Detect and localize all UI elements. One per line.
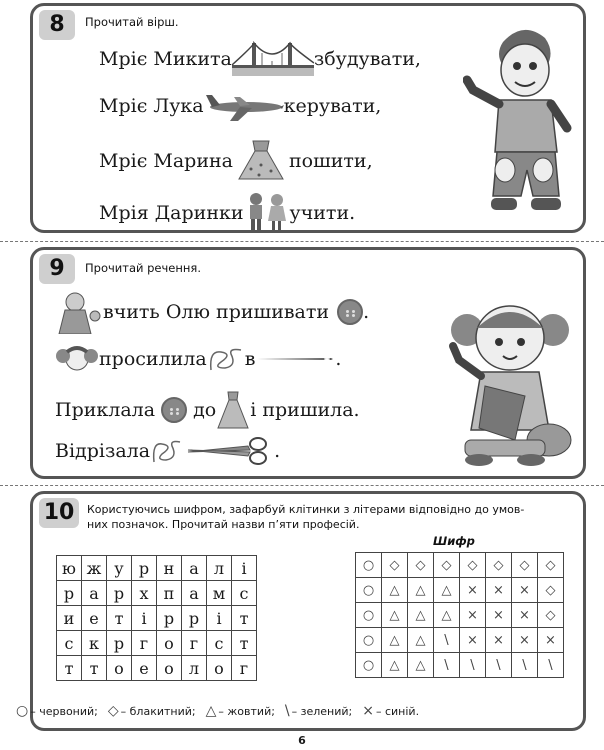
letter-cell[interactable]: с <box>207 631 232 656</box>
cipher-cell: ◇ <box>382 553 408 578</box>
cipher-row <box>356 578 564 603</box>
task-number: 8 <box>39 10 75 40</box>
letter-cell[interactable]: г <box>232 656 257 681</box>
letter-cell[interactable]: р <box>182 606 207 631</box>
letter-cell[interactable]: о <box>207 656 232 681</box>
cipher-cell: ○ <box>356 553 382 578</box>
letter-cell[interactable]: ж <box>82 556 107 581</box>
thread-icon <box>150 436 184 466</box>
task-instruction: Прочитай вірш. <box>85 15 179 29</box>
page-number: 6 <box>298 734 306 747</box>
cipher-cell: ◇ <box>408 553 434 578</box>
cipher-cell: ◇ <box>434 553 460 578</box>
poem-text: Мріє Микита <box>99 48 232 70</box>
letter-cell[interactable]: о <box>107 656 132 681</box>
letter-cell[interactable]: р <box>132 556 157 581</box>
girl-sewing-illustration <box>445 290 575 470</box>
task-number: 9 <box>39 254 75 284</box>
poem-text: збудувати, <box>313 48 421 70</box>
button-icon <box>337 299 363 325</box>
letter-cell[interactable]: і <box>232 556 257 581</box>
poem-text: учити. <box>289 202 356 224</box>
letter-cell[interactable]: т <box>232 631 257 656</box>
cipher-cell: \ <box>434 653 460 678</box>
letter-grid <box>56 555 257 681</box>
letter-cell[interactable]: р <box>107 581 132 606</box>
grid-row <box>57 606 257 631</box>
legend-item <box>285 705 352 718</box>
letter-cell[interactable]: а <box>182 556 207 581</box>
sentence-2 <box>55 342 341 376</box>
needle-icon <box>255 353 335 365</box>
letter-cell[interactable]: е <box>82 606 107 631</box>
cipher-cell: ◇ <box>538 603 564 628</box>
cipher-cell: △ <box>434 603 460 628</box>
task-instruction <box>87 502 524 532</box>
cipher-row <box>356 603 564 628</box>
cipher-cell: ○ <box>356 653 382 678</box>
legend-label: – синій. <box>375 705 420 718</box>
cipher-cell: △ <box>408 578 434 603</box>
sentence-text: . <box>363 301 370 323</box>
sentence-text: Відрізала <box>55 440 151 462</box>
letter-cell[interactable]: і <box>132 606 157 631</box>
cipher-cell: △ <box>382 603 408 628</box>
task-8-panel <box>30 3 586 233</box>
cipher-cell: △ <box>408 628 434 653</box>
letter-cell[interactable]: и <box>57 606 82 631</box>
cipher-cell: \ <box>512 653 538 678</box>
cipher-cell: △ <box>382 653 408 678</box>
legend-label: – жовтий; <box>218 705 275 718</box>
letter-cell[interactable]: г <box>132 631 157 656</box>
grid-row <box>57 631 257 656</box>
dashed-separator <box>0 241 604 242</box>
legend-symbol-icon: ○ <box>16 703 29 719</box>
grandma-icon <box>55 290 103 334</box>
children-icon <box>244 191 290 235</box>
cipher-cell: ◇ <box>460 553 486 578</box>
cipher-cell: × <box>486 628 512 653</box>
legend-symbol-icon: △ <box>205 703 217 719</box>
grid-row <box>57 556 257 581</box>
letter-cell[interactable]: т <box>107 606 132 631</box>
letter-cell[interactable]: р <box>107 631 132 656</box>
cipher-cell: △ <box>408 603 434 628</box>
letter-cell[interactable]: л <box>207 556 232 581</box>
girl-head-icon <box>55 342 99 376</box>
cipher-cell: ◇ <box>538 553 564 578</box>
cipher-grid <box>355 552 564 678</box>
cipher-cell: × <box>460 578 486 603</box>
instruction-line: Користуючись шифром, зафарбуй клітинки з літерами відповідно до умов- <box>87 503 525 516</box>
instruction-line: них позначок. Прочитай назви п’яти професій. <box>87 518 360 531</box>
sentence-4 <box>55 436 280 466</box>
sentence-text: просилила <box>99 348 207 370</box>
letter-cell[interactable]: к <box>82 631 107 656</box>
cipher-cell: × <box>460 603 486 628</box>
letter-cell[interactable]: ю <box>57 556 82 581</box>
letter-cell[interactable]: р <box>57 581 82 606</box>
poem-line-3 <box>99 139 373 183</box>
cipher-cell: × <box>486 578 512 603</box>
cipher-cell: ◇ <box>512 553 538 578</box>
letter-cell[interactable]: о <box>157 656 182 681</box>
dress-icon <box>216 390 250 430</box>
scissors-icon <box>184 436 274 466</box>
legend-item <box>206 705 275 718</box>
button-icon <box>161 397 187 423</box>
letter-cell[interactable]: н <box>157 556 182 581</box>
cipher-title: Шифр <box>433 534 475 548</box>
legend-label: – червоний; <box>30 705 98 718</box>
letter-cell[interactable]: г <box>182 631 207 656</box>
task-9-panel <box>30 247 586 479</box>
grid-row <box>57 581 257 606</box>
letter-cell[interactable]: і <box>207 606 232 631</box>
letter-cell[interactable]: т <box>82 656 107 681</box>
dress-icon <box>233 139 289 183</box>
cipher-cell: × <box>538 628 564 653</box>
letter-cell[interactable]: с <box>232 581 257 606</box>
cipher-cell: × <box>512 603 538 628</box>
cipher-row <box>356 553 564 578</box>
legend-symbol-icon: ◇ <box>107 703 119 719</box>
cipher-cell: × <box>486 603 512 628</box>
cipher-cell: \ <box>538 653 564 678</box>
letter-cell[interactable]: а <box>182 581 207 606</box>
thread-icon <box>207 344 245 374</box>
letter-cell[interactable]: а <box>82 581 107 606</box>
poem-text: керувати, <box>283 95 382 117</box>
letter-cell[interactable]: т <box>57 656 82 681</box>
cipher-cell: ○ <box>356 603 382 628</box>
letter-cell[interactable]: о <box>157 631 182 656</box>
sentence-text: вчить Олю пришивати <box>103 301 330 323</box>
sentence-text: . <box>274 440 281 462</box>
task-instruction: Прочитай речення. <box>85 261 201 275</box>
sentence-text: . <box>335 348 342 370</box>
cipher-cell: △ <box>408 653 434 678</box>
cipher-cell: ○ <box>356 628 382 653</box>
letter-cell[interactable]: м <box>207 581 232 606</box>
legend-item <box>362 705 419 718</box>
poem-text: пошити, <box>288 150 373 172</box>
sentence-text: до <box>193 399 217 421</box>
sentence-text: в <box>244 348 256 370</box>
letter-cell[interactable]: т <box>232 606 257 631</box>
poem-text: Мріє Марина <box>99 150 233 172</box>
letter-cell[interactable]: у <box>107 556 132 581</box>
poem-text: Мріє Лука <box>99 95 204 117</box>
sentence-3 <box>55 390 360 430</box>
sentence-1 <box>55 290 369 334</box>
cipher-cell: × <box>512 628 538 653</box>
sentence-text: і пришила. <box>250 399 360 421</box>
dashed-separator <box>0 485 604 486</box>
poem-line-1 <box>99 39 421 79</box>
legend-label: – блакитний; <box>120 705 196 718</box>
grid-row <box>57 656 257 681</box>
bridge-icon <box>232 39 314 79</box>
cipher-legend <box>16 703 429 719</box>
cipher-cell: ◇ <box>486 553 512 578</box>
letter-cell[interactable]: р <box>157 606 182 631</box>
cipher-cell: △ <box>382 628 408 653</box>
boy-illustration <box>463 20 573 225</box>
task-number: 10 <box>39 498 79 528</box>
legend-item <box>16 705 98 718</box>
legend-symbol-icon: \ <box>284 703 290 719</box>
legend-symbol-icon: × <box>362 703 374 719</box>
airplane-icon <box>204 89 284 123</box>
letter-cell[interactable]: л <box>182 656 207 681</box>
cipher-cell: \ <box>460 653 486 678</box>
letter-cell[interactable]: с <box>57 631 82 656</box>
cipher-cell: △ <box>382 578 408 603</box>
cipher-cell: △ <box>434 578 460 603</box>
poem-text: Мрія Даринки <box>99 202 244 224</box>
legend-label: – зелений; <box>291 705 353 718</box>
cipher-cell: \ <box>486 653 512 678</box>
cipher-cell: ○ <box>356 578 382 603</box>
letter-cell[interactable]: е <box>132 656 157 681</box>
cipher-cell: × <box>460 628 486 653</box>
cipher-row <box>356 628 564 653</box>
cipher-cell: × <box>512 578 538 603</box>
poem-line-4 <box>99 191 355 235</box>
cipher-row <box>356 653 564 678</box>
letter-cell[interactable]: х <box>132 581 157 606</box>
cipher-cell: \ <box>434 628 460 653</box>
letter-cell[interactable]: п <box>157 581 182 606</box>
cipher-cell: ◇ <box>538 578 564 603</box>
poem-line-2 <box>99 89 381 123</box>
legend-item <box>108 705 196 718</box>
sentence-text: Приклала <box>55 399 156 421</box>
